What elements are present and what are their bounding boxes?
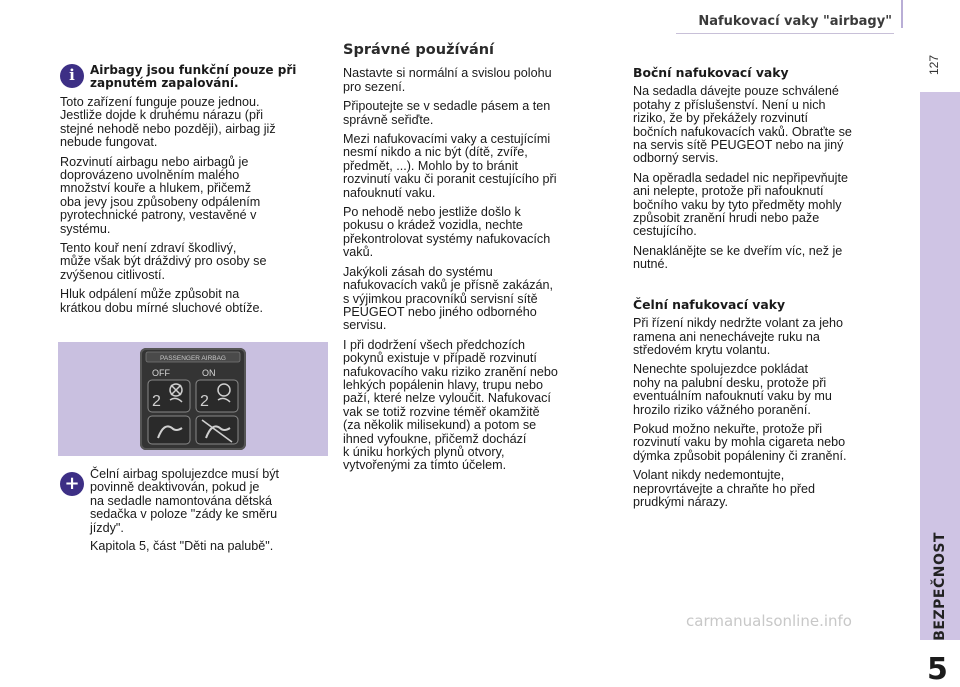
paragraph: Po nehodě nebo jestliže došlo k pokusu o krádež vozidla, nechte překontrolovat systémy nafukovacích vaků. — [343, 205, 551, 260]
panel-seat-number-on: 2 — [200, 393, 209, 410]
paragraph: Pokud možno nekuřte, protože při rozvinutí vaku by mohla cigareta nebo dýmka způsobit popáleniny či zranění. — [633, 421, 847, 463]
panel-on-label: ON — [202, 368, 216, 378]
column-left — [60, 64, 328, 321]
paragraph: Jakýkoli zásah do systému nafukovacích vaků je přísně zakázán, s výjimkou pracovníků servisní sítě PEUGEOT nebo jiného odborného servisu. — [343, 264, 554, 333]
column-right — [633, 66, 908, 515]
side-airbags-heading: Boční nafukovací vaky — [633, 65, 789, 80]
chapter-label: BEZPEČNOST — [932, 532, 948, 641]
paragraph: Rozvinutí airbagu nebo airbagů je doprovázeno uvolněním malého množství kouře a hlukem, přičemž oba jevy jsou způsobeny odpálením pyrotechnické patrony, vestavěné v systému. — [60, 154, 261, 236]
section-title: Správné používání — [343, 42, 495, 58]
paragraph: Při řízení nikdy nedržte volant za jeho ramena ani nenechávejte ruku na středovém krytu volantu. — [633, 316, 844, 357]
airbag-panel-icon — [140, 348, 246, 450]
info-icon: i — [60, 64, 84, 88]
paragraph: Na sedadla dávejte pouze schválené potahy z příslušenství. Není u nich riziko, že by překážely rozvinutí bočních nafukovacích vaků. Obraťte se na servis sítě PEUGEOT nebo na jiný odborný servis. — [633, 84, 852, 166]
watermark: carmanualsonline.info — [686, 612, 852, 630]
plus-note — [60, 468, 328, 558]
paragraph: Tento kouř není zdraví škodlivý, může však být dráždivý pro osoby se zvýšenou citlivostí. — [60, 241, 267, 282]
paragraph: Nenaklánějte se ke dveřím víc, než je nutné. — [633, 243, 843, 272]
column-middle — [343, 44, 618, 479]
paragraph: Hluk odpálení může způsobit na krátkou dobu mírné sluchové obtíže. — [60, 287, 264, 315]
chapter-number: 5 — [927, 652, 948, 687]
paragraph: Volant nikdy nedemontujte, neprovrtávejte a chraňte ho před prudkými nárazy. — [633, 468, 816, 509]
page-number: 127 — [927, 54, 942, 76]
panel-off-label: OFF — [152, 368, 170, 378]
plus-note-paragraph: Čelní airbag spolujezdce musí být povinně deaktivován, pokud je na sedadle namontována dětská sedačka v poloze "zády ke směru jízdy". — [90, 467, 280, 535]
header-divider — [901, 0, 903, 28]
plus-icon: + — [60, 472, 84, 496]
plus-note-reference: Kapitola 5, část "Děti na palubě". — [90, 539, 274, 554]
airbag-switch-photo — [58, 342, 328, 456]
chapter-side-tab — [920, 92, 960, 687]
paragraph: I při dodržení všech předchozích pokynů existuje v případě rozvinutí nafukovacího vaku riziko zranění nebo lehkých popálenin hlavy, trupu nebo paží, které nelze vyloučit. Nafukovací vak se totiž rozvine téměř okamžitě (za několik milisekund) a potom se ihned vyfoukne, přičemž dochází k úniku horkých plynů otvory, vytvořenými za tímto účelem. — [343, 337, 558, 473]
paragraph: Připoutejte se v sedadle pásem a ten správně seřiďte. — [343, 99, 551, 127]
spacer — [633, 278, 908, 298]
panel-header-text: PASSENGER AIRBAG — [160, 355, 226, 362]
panel-seat-number-off: 2 — [152, 393, 161, 410]
paragraph: Na opěradla sedadel nic nepřipevňujte ani nelepte, protože při nafouknutí bočního vaku by tyto předměty mohly způsobit zranění hrudi nebo paže cestujícího. — [633, 170, 848, 239]
paragraph: Nastavte si normální a svislou polohu pro sezení. — [343, 66, 552, 94]
paragraph: Nenechte spolujezdce pokládat nohy na palubní desku, protože při eventuálním nafouknutí vaku by mu hrozilo riziko vážného poranění. — [633, 362, 832, 417]
info-note — [60, 64, 328, 90]
paragraph: Mezi nafukovacími vaky a cestujícími nesmí nikdo a nic být (dítě, zvíře, předmět, ...). Mohlo by to bránit rozvinutí vaku či poranit cestujícího při nafouknutí vaku. — [343, 132, 557, 200]
passenger-airbag-panel — [140, 348, 246, 450]
header-title: Nafukovací vaky "airbagy" — [698, 14, 892, 29]
front-airbags-heading: Čelní nafukovací vaky — [633, 296, 786, 312]
info-note-text: Airbagy jsou funkční pouze při zapnutém zapalování. — [90, 63, 297, 90]
paragraph: Toto zařízení funguje pouze jednou. Jestliže dojde k druhému nárazu (při stejné nehodě nebo později), airbag již nebude fungovat. — [60, 95, 276, 150]
header-rule — [676, 33, 894, 34]
